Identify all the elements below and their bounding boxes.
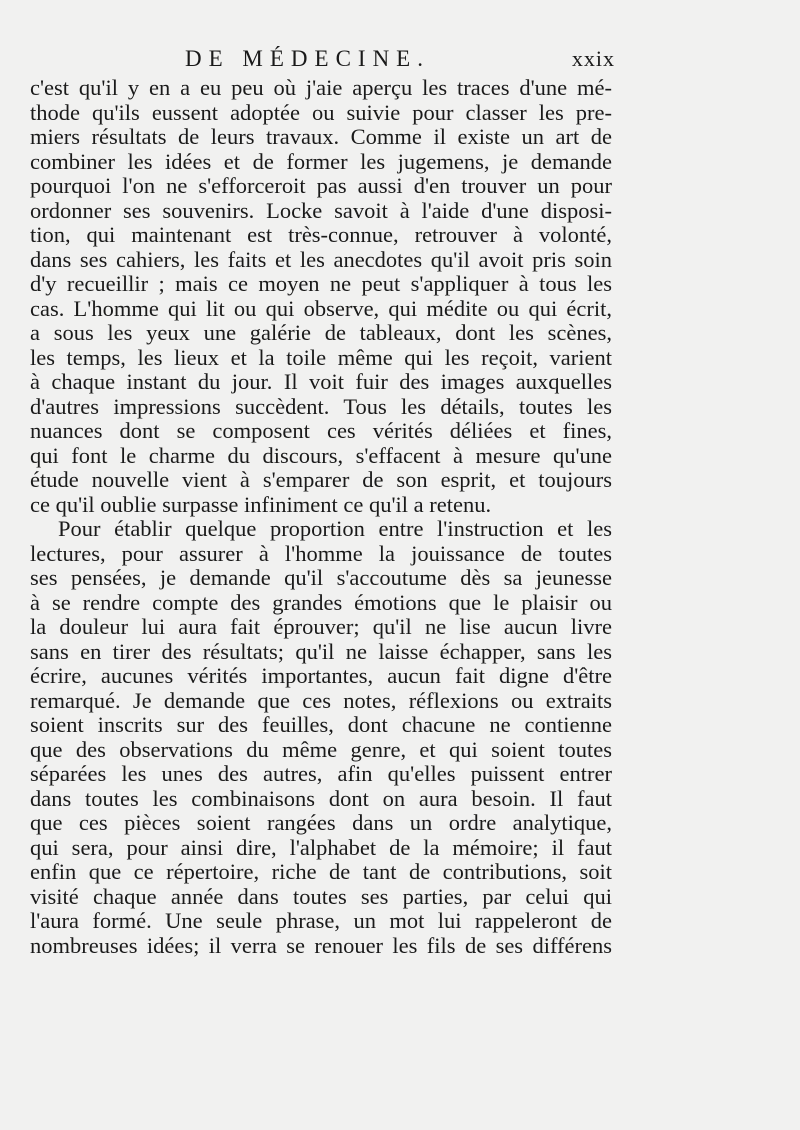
page-number: xxix <box>571 46 615 71</box>
text-line: cas. L'homme qui lit ou qui observe, qui médite ou qui écrit, <box>30 295 612 321</box>
text-line: visité chaque année dans toutes ses parties, par celui qui <box>30 883 612 909</box>
text-line: que des observations du même genre, et qui soient toutes <box>30 736 612 762</box>
text-line: que ces pièces soient rangées dans un ordre analytique, <box>30 810 612 835</box>
text-line: à chaque instant du jour. Il voit fuir des images auxquelles <box>30 369 612 394</box>
text-line: d'y recueillir ; mais ce moyen ne peut s'appliquer à tous les <box>30 271 612 296</box>
text-line: enfin que ce répertoire, riche de tant de contributions, soit <box>30 859 612 884</box>
text-line: ordonner ses souvenirs. Locke savoit à l'aide d'une disposi- <box>30 197 612 223</box>
text-line: ce qu'il oublie surpasse infiniment ce qu'il a retenu. <box>30 491 492 517</box>
text-line: séparées les unes des autres, afin qu'elles puissent entrer <box>30 761 612 786</box>
text-line: a sous les yeux une galérie de tableaux, dont les scènes, <box>30 320 612 345</box>
text-line: l'aura formé. Une seule phrase, un mot lui rappeleront de <box>30 908 612 933</box>
text-line: remarqué. Je demande que ces notes, réflexions ou extraits <box>30 687 612 713</box>
text-line: soient inscrits sur des feuilles, dont chacune ne contienne <box>30 712 612 737</box>
text-line: tion, qui maintenant est très-connue, retrouver à volonté, <box>30 222 612 247</box>
text-line: c'est qu'il y en a eu peu où j'aie aperçu les traces d'une mé- <box>30 75 612 100</box>
running-head <box>185 46 615 76</box>
text-line: thode qu'ils eussent adoptée ou suivie pour classer les pre- <box>30 99 612 125</box>
paragraph <box>30 517 612 958</box>
text-line: dans toutes les combinaisons dont on aura besoin. Il faut <box>30 785 612 811</box>
text-line: les temps, les lieux et la toile même qui les reçoit, varient <box>30 344 612 370</box>
text-line: dans ses cahiers, les faits et les anecdotes qu'il avoit pris soin <box>30 246 612 272</box>
text-line: la douleur lui aura fait éprouver; qu'il ne lise aucun livre <box>30 614 612 639</box>
text-line: miers résultats de leurs travaux. Comme il existe un art de <box>30 124 612 149</box>
text-line: nuances dont se composent ces vérités déliées et fines, <box>30 418 612 443</box>
text-line: combiner les idées et de former les jugemens, je demande <box>30 148 612 174</box>
text-line: lectures, pour assurer à l'homme la jouissance de toutes <box>30 540 612 566</box>
body-text <box>30 76 612 958</box>
text-line: à se rendre compte des grandes émotions que le plaisir ou <box>30 589 612 615</box>
text-line: ses pensées, je demande qu'il s'accoutume dès sa jeunesse <box>30 565 612 590</box>
text-line: qui sera, pour ainsi dire, l'alphabet de la mémoire; il faut <box>30 834 612 860</box>
text-line: étude nouvelle vient à s'emparer de son esprit, et toujours <box>30 467 612 492</box>
paragraph <box>30 76 612 517</box>
running-head-title: DE MÉDECINE. <box>185 46 430 71</box>
text-line: d'autres impressions succèdent. Tous les détails, toutes les <box>30 393 612 419</box>
text-line: qui font le charme du discours, s'effacent à mesure qu'une <box>30 442 612 468</box>
text-line: pourquoi l'on ne s'efforceroit pas aussi d'en trouver un pour <box>30 173 612 198</box>
text-line: nombreuses idées; il verra se renouer les fils de ses différens <box>30 932 612 958</box>
text-line: Pour établir quelque proportion entre l'instruction et les <box>58 516 612 541</box>
text-line: sans en tirer des résultats; qu'il ne laisse échapper, sans les <box>30 638 612 664</box>
text-line: écrire, aucunes vérités importantes, aucun fait digne d'être <box>30 663 612 688</box>
